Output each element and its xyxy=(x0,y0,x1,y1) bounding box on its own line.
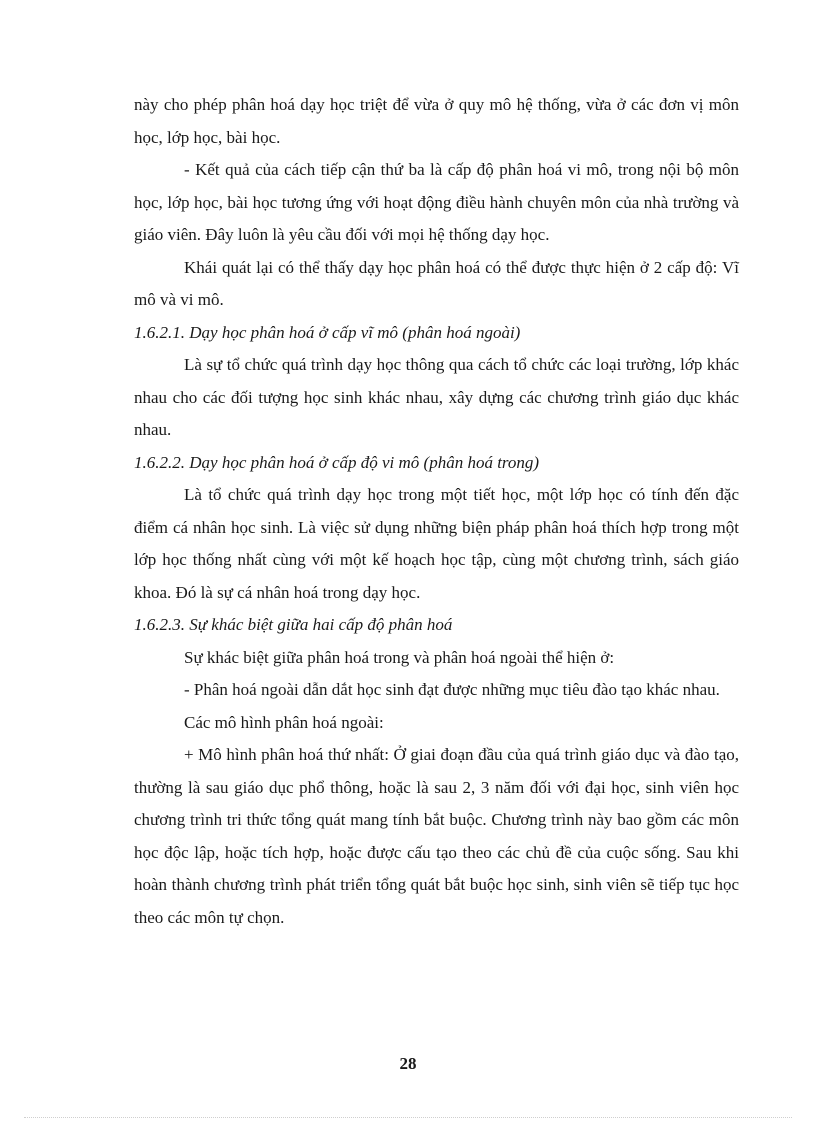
page-number: 28 xyxy=(399,1054,417,1073)
page-bottom-divider xyxy=(24,1117,792,1118)
paragraph-micro-level-result: - Kết quả của cách tiếp cận thứ ba là cấp độ phân hoá vi mô, trong nội bộ môn học, lớp học, bài học tương ứng với hoạt động điều hành chuyên môn của nhà trường và giáo viên. Đây luôn là yêu cầu đối với mọi hệ thống dạy học. xyxy=(134,160,739,244)
paragraph-continuation: này cho phép phân hoá dạy học triệt để vừa ở quy mô hệ thống, vừa ở các đơn vị môn học, lớp học, bài học. xyxy=(134,95,739,147)
section-heading-1-6-2-2: 1.6.2.2. Dạy học phân hoá ở cấp độ vi mô (phân hoá trong) xyxy=(134,452,540,472)
paragraph-external-models-label: Các mô hình phân hoá ngoài: xyxy=(184,712,384,732)
page-body xyxy=(134,89,739,934)
paragraph-micro-definition: Là tổ chức quá trình dạy học trong một tiết học, một lớp học có tính đến đặc điểm cá nhân học sinh. Là việc sử dụng những biện pháp phân hoá thích hợp trong một lớp học thống nhất cùng với một kế hoạch học tập, cùng một chương trình, sách giáo khoa. Đó là sự cá nhân hoá trong dạy học. xyxy=(134,485,739,602)
paragraph-summary: Khái quát lại có thể thấy dạy học phân hoá có thể được thực hiện ở 2 cấp độ: Vĩ mô và vi mô. xyxy=(134,257,739,309)
paragraph-difference-intro: Sự khác biệt giữa phân hoá trong và phân hoá ngoài thể hiện ở: xyxy=(184,647,615,667)
paragraph-macro-definition: Là sự tổ chức quá trình dạy học thông qua cách tổ chức các loại trường, lớp khác nhau cho các đối tượng học sinh khác nhau, xây dựng các chương trình giáo dục khác nhau. xyxy=(134,355,739,439)
paragraph-first-model: + Mô hình phân hoá thứ nhất: Ở giai đoạn đầu của quá trình giáo dục và đào tạo, thường là sau giáo dục phổ thông, hoặc là sau 2, 3 năm đối với đại học, sinh viên học chương trình tri thức tổng quát mang tính bắt buộc. Chương trình này bao gồm các môn học độc lập, hoặc tích hợp, hoặc được cấu tạo theo các chủ đề của cuộc sống. Sau khi hoàn thành chương trình phát triển tổng quát bắt buộc học sinh, sinh viên sẽ tiếp tục học theo các môn tự chọn. xyxy=(134,745,739,927)
section-heading-1-6-2-3: 1.6.2.3. Sự khác biệt giữa hai cấp độ phân hoá xyxy=(134,615,453,634)
section-heading-1-6-2-1: 1.6.2.1. Dạy học phân hoá ở cấp vĩ mô (phân hoá ngoài) xyxy=(134,322,521,342)
paragraph-external-goals: - Phân hoá ngoài dẫn dắt học sinh đạt được những mục tiêu đào tạo khác nhau. xyxy=(184,680,720,699)
